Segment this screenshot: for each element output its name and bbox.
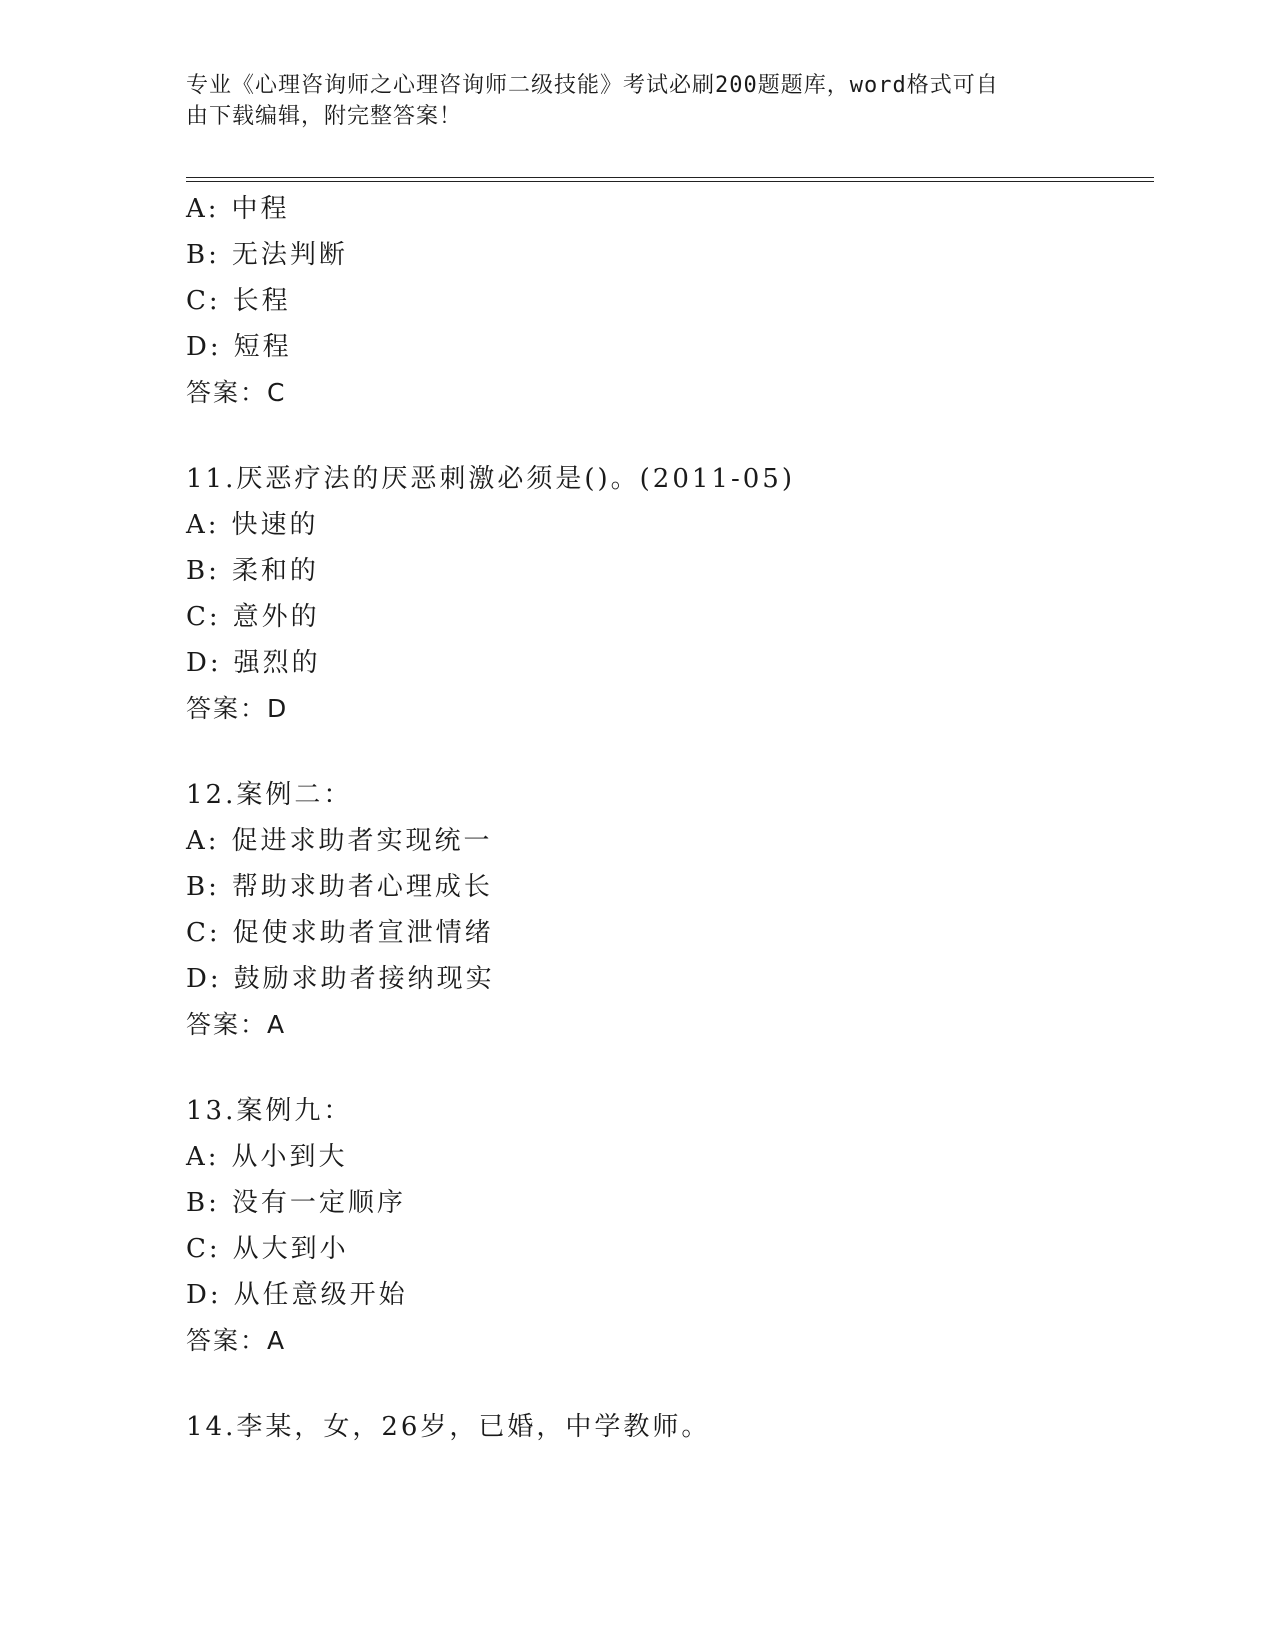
option-separator: : bbox=[209, 648, 222, 678]
option-text: 从大到小 bbox=[232, 1234, 349, 1264]
answer-option bbox=[186, 818, 1146, 864]
header-line-1: 专业《心理咨询师之心理咨询师二级技能》考试必刷200题题库，word格式可自 bbox=[186, 73, 999, 98]
option-letter: B bbox=[186, 1188, 209, 1218]
option-separator: : bbox=[207, 510, 220, 540]
option-text: 无法判断 bbox=[231, 240, 348, 270]
answer-option bbox=[186, 640, 1146, 686]
option-separator: : bbox=[208, 872, 220, 902]
answer-key: 答案：C bbox=[186, 378, 287, 407]
header-divider-bottom bbox=[186, 181, 1154, 182]
option-letter: C bbox=[186, 918, 209, 948]
option-letter: A bbox=[186, 194, 208, 224]
answer-option bbox=[186, 1134, 1146, 1180]
option-text: 促使求助者宣泄情绪 bbox=[232, 918, 494, 948]
option-text: 强烈的 bbox=[233, 648, 321, 678]
option-separator: : bbox=[208, 556, 220, 586]
option-separator: : bbox=[208, 1234, 221, 1264]
option-letter: D bbox=[186, 648, 210, 678]
option-separator: : bbox=[209, 1280, 222, 1310]
answer-option bbox=[186, 548, 1146, 594]
option-separator: : bbox=[208, 240, 220, 270]
option-letter: C bbox=[186, 602, 209, 632]
answer-option bbox=[186, 186, 1146, 232]
option-text: 鼓励求助者接纳现实 bbox=[233, 964, 495, 994]
question-block bbox=[186, 772, 1146, 1048]
option-text: 短程 bbox=[233, 332, 292, 362]
answer-option bbox=[186, 278, 1146, 324]
question-block bbox=[186, 186, 1146, 416]
option-separator: : bbox=[209, 964, 222, 994]
option-separator: : bbox=[208, 918, 221, 948]
option-letter: D bbox=[186, 964, 210, 994]
answer-key: 答案：A bbox=[186, 1326, 287, 1355]
answer-option bbox=[186, 502, 1146, 548]
option-text: 促进求助者实现统一 bbox=[231, 826, 493, 856]
option-letter: A bbox=[186, 1142, 208, 1172]
answer-option bbox=[186, 594, 1146, 640]
option-letter: C bbox=[186, 286, 209, 316]
option-text: 快速的 bbox=[231, 510, 319, 540]
document-header bbox=[186, 70, 1066, 132]
option-separator: : bbox=[209, 332, 222, 362]
answer-option bbox=[186, 232, 1146, 278]
question-title: 14.李某，女，26岁，已婚，中学教师。 bbox=[186, 1412, 711, 1442]
option-letter: A bbox=[186, 826, 208, 856]
answer-option bbox=[186, 1180, 1146, 1226]
option-letter: D bbox=[186, 1280, 210, 1310]
answer-key: 答案：A bbox=[186, 1010, 287, 1039]
option-letter: D bbox=[186, 332, 210, 362]
option-text: 中程 bbox=[231, 194, 290, 224]
option-separator: : bbox=[207, 826, 220, 856]
question-block bbox=[186, 1404, 1146, 1450]
header-line-2: 由下载编辑，附完整答案！ bbox=[186, 104, 463, 129]
answer-option bbox=[186, 864, 1146, 910]
question-list bbox=[186, 186, 1146, 1490]
option-letter: B bbox=[186, 240, 209, 270]
option-text: 柔和的 bbox=[231, 556, 319, 586]
answer-option bbox=[186, 956, 1146, 1002]
answer-key: 答案：D bbox=[186, 694, 289, 723]
question-title: 12.案例二： bbox=[186, 780, 353, 810]
option-text: 帮助求助者心理成长 bbox=[231, 872, 493, 902]
answer-option bbox=[186, 1272, 1146, 1318]
question-title: 11.厌恶疗法的厌恶刺激必须是()。(2011-05) bbox=[186, 464, 795, 494]
header-divider-top bbox=[186, 177, 1154, 178]
option-separator: : bbox=[208, 286, 221, 316]
option-text: 从任意级开始 bbox=[233, 1280, 408, 1310]
option-letter: B bbox=[186, 872, 209, 902]
option-separator: : bbox=[208, 1188, 220, 1218]
answer-option bbox=[186, 910, 1146, 956]
option-separator: : bbox=[208, 602, 221, 632]
option-text: 意外的 bbox=[232, 602, 320, 632]
question-title: 13.案例九： bbox=[186, 1096, 353, 1126]
answer-option bbox=[186, 1226, 1146, 1272]
question-block bbox=[186, 1088, 1146, 1364]
option-letter: C bbox=[186, 1234, 209, 1264]
option-text: 长程 bbox=[232, 286, 291, 316]
option-letter: A bbox=[186, 510, 208, 540]
question-block bbox=[186, 456, 1146, 732]
answer-option bbox=[186, 324, 1146, 370]
option-text: 从小到大 bbox=[231, 1142, 348, 1172]
option-text: 没有一定顺序 bbox=[231, 1188, 406, 1218]
option-separator: : bbox=[207, 1142, 220, 1172]
option-letter: B bbox=[186, 556, 209, 586]
option-separator: : bbox=[207, 194, 220, 224]
